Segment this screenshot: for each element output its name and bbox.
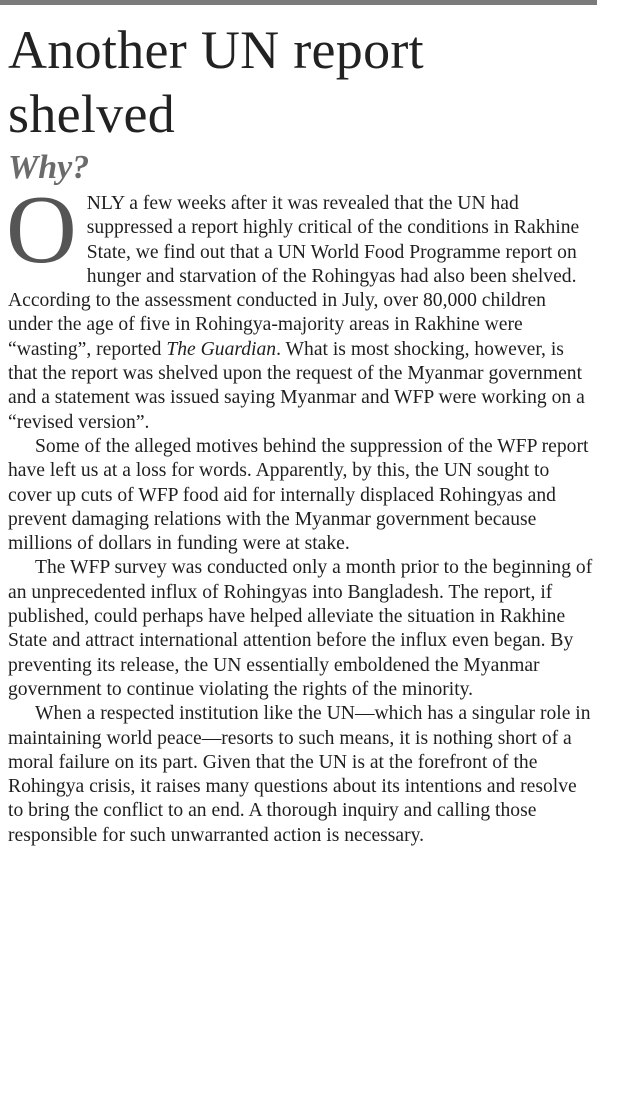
paragraph-2: Some of the alleged motives behind the suppression of the WFP report have left us at a loss for words. Apparently, by this, the UN sought to cover up cuts of WFP food aid for internally displaced Rohingyas and prevent damaging relations with the Myanmar government because millions of dollars in funding were at stake.: [8, 435, 589, 555]
editorial-article: [8, 18, 593, 848]
kicker: Why?: [8, 149, 90, 186]
drop-cap: O: [6, 176, 77, 284]
article-body: [6, 176, 593, 848]
paragraph-1: [6, 176, 593, 435]
source-name: The Guardian: [166, 338, 277, 360]
paragraph-4: When a respected institution like the UN—which has a singular role in maintaining world peace—resorts to such means, it is nothing short of a moral failure on its part. Given that the UN is at the forefront of the Rohingya crisis, it raises many questions about its intentions and resolve to bring the conflict to an end. A thorough inquiry and calling those responsible for such unwarranted action is necessary.: [8, 703, 591, 846]
headline: Another UN report shelved: [8, 20, 424, 144]
paragraph-1-text-b: . What is most shocking, however, is that the report was shelved upon the request of the Myanmar government and a statement was issued saying Myanmar and WFP were working on a “revised version”.: [8, 338, 585, 433]
top-rule: [0, 0, 597, 5]
paragraph-3: The WFP survey was conducted only a month prior to the beginning of an unprecedented influx of Rohingyas into Bangladesh. The report, if published, could perhaps have helped alleviate the situation in Rakhine State and attract international attention before the influx even began. By preventing its release, the UN essentially emboldened the Myanmar government to continue violating the rights of the minority.: [8, 557, 593, 700]
paragraph-1-text-a: NLY a few weeks after it was revealed that the UN had suppressed a report highly critical of the conditions in Rakhine State, we find out that a UN World Food Programme report on hunger and starvation of the Rohingyas had also been shelved. According to the assessment conducted in July, over 80,000 children under the age of five in Rohingya-majority areas in Rakhine were “wasting”, reported: [8, 193, 580, 360]
